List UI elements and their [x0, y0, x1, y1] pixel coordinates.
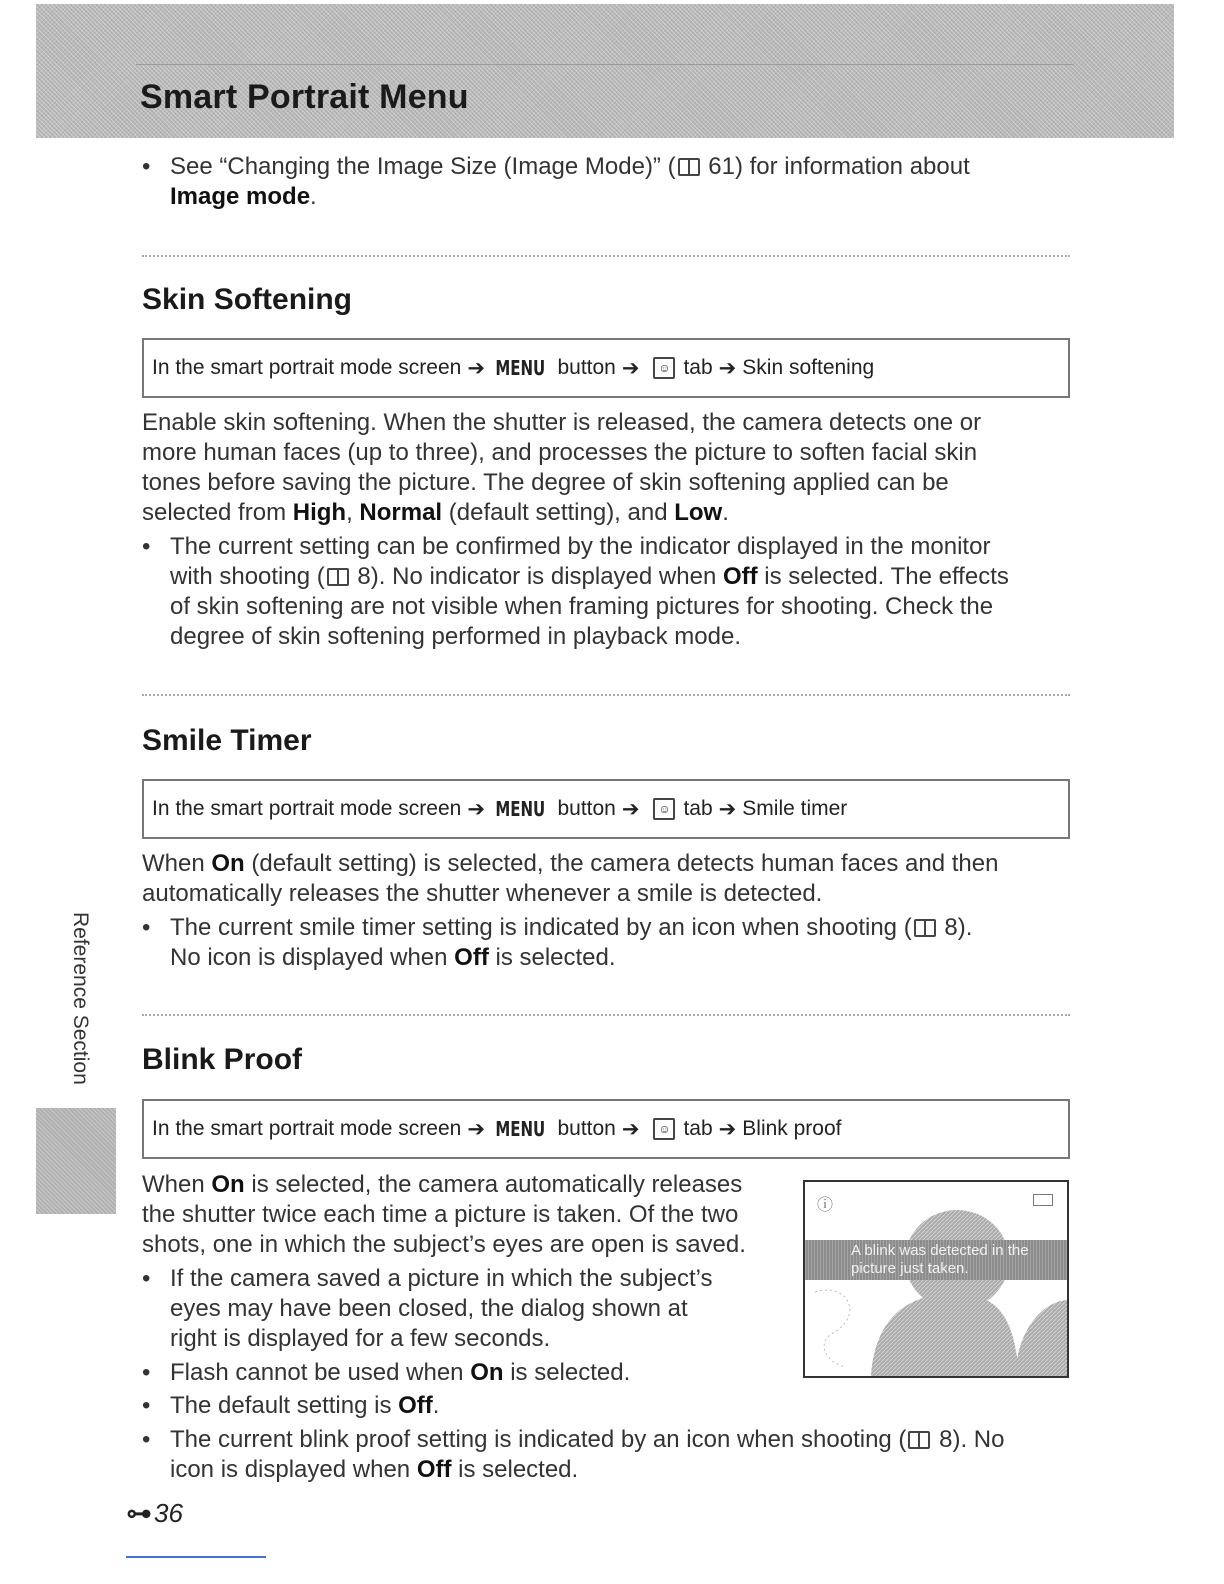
arrow-icon: ➔	[621, 356, 640, 380]
bold-option: Off	[416, 1456, 452, 1483]
text: The default setting is	[170, 1392, 399, 1419]
page-number-value: 36	[154, 1498, 183, 1528]
text: is selected.	[503, 1359, 631, 1386]
page-ref[interactable]: 8	[357, 563, 371, 590]
section-heading-smile-timer: Smile Timer	[142, 724, 312, 757]
text: When	[142, 850, 212, 877]
arrow-icon: ➔	[467, 356, 485, 380]
intro-end: .	[310, 183, 317, 210]
smile-timer-paragraph	[142, 849, 1072, 909]
text: No icon is displayed when	[170, 944, 455, 971]
bold-option: On	[470, 1359, 504, 1386]
para-line: the shutter twice each time a picture is taken. Of the two	[142, 1201, 739, 1228]
path-prefix: In the smart portrait mode screen	[152, 797, 462, 820]
text: .	[722, 499, 729, 526]
bold-option: Normal	[359, 499, 443, 526]
bold-option: High	[292, 499, 347, 526]
intro-text: See “Changing the Image Size (Image Mode)” (	[170, 153, 676, 180]
para-line	[142, 1170, 782, 1200]
intro-bullet	[142, 152, 1062, 212]
bullet-line	[170, 1455, 1072, 1485]
text: The current blink proof setting is indicated by an icon when shooting (	[170, 1426, 907, 1453]
blink-warning-message	[805, 1240, 1067, 1280]
path-prefix: In the smart portrait mode screen	[152, 356, 462, 379]
arrow-icon: ➔	[621, 797, 640, 821]
text: .	[432, 1392, 440, 1419]
skin-softening-paragraph	[142, 408, 1072, 528]
blink-proof-bullet-2	[142, 1358, 782, 1388]
bold-option: Off	[398, 1392, 433, 1419]
message-line: A blink was detected in the	[851, 1242, 1029, 1259]
bold-option: Off	[454, 944, 489, 971]
bullet-line: eyes may have been closed, the dialog shown at	[170, 1295, 688, 1322]
footer-rule	[126, 1556, 266, 1558]
bullet-dot: •	[142, 1426, 151, 1453]
para-line	[142, 498, 1072, 528]
bullet-line	[170, 1425, 1072, 1455]
text: with shooting (	[170, 563, 325, 590]
bullet-line: of skin softening are not visible when framing pictures for shooting. Check the	[170, 593, 994, 620]
page-number	[126, 1498, 183, 1529]
text: is selected, the camera automatically releases	[244, 1171, 743, 1198]
intro-text: ) for information about	[734, 153, 970, 180]
book-icon	[908, 1431, 930, 1449]
blink-proof-bullet-3	[142, 1391, 782, 1421]
side-thumb-tab	[36, 1108, 116, 1214]
page-title: Smart Portrait Menu	[140, 78, 469, 116]
bullet-line: If the camera saved a picture in which the subject’s	[170, 1265, 713, 1292]
smile-timer-bullet	[142, 913, 1072, 973]
text: is selected. The effects	[757, 563, 1009, 590]
page-ref[interactable]: 8	[939, 1426, 953, 1453]
page-ref[interactable]: 61	[708, 153, 735, 180]
para-line: Enable skin softening. When the shutter is released, the camera detects one or	[142, 409, 982, 436]
arrow-icon: ➔	[718, 1117, 737, 1141]
reference-section-icon: ⊶	[126, 1498, 152, 1528]
bullet-dot: •	[142, 153, 151, 180]
text: When	[142, 1171, 212, 1198]
text: The current smile timer setting is indicated by an icon when shooting (	[170, 914, 912, 941]
arrow-icon: ➔	[467, 1117, 485, 1141]
book-icon	[678, 158, 700, 176]
text: is selected.	[451, 1456, 579, 1483]
para-line: shots, one in which the subject’s eyes are open is saved.	[142, 1231, 746, 1258]
bullet-dot: •	[142, 1265, 151, 1292]
book-icon	[327, 568, 349, 586]
menu-button-label: MENU	[495, 797, 546, 821]
para-line	[142, 849, 1072, 879]
path-item: Smile timer	[742, 797, 848, 820]
arrow-icon: ➔	[718, 356, 737, 380]
battery-icon	[1033, 1194, 1053, 1206]
blink-proof-bullet-4	[142, 1425, 1072, 1485]
text: ).	[957, 914, 973, 941]
text: icon is displayed when	[170, 1456, 417, 1483]
blink-warning-screen-illustration	[803, 1180, 1069, 1378]
bold-option: Low	[674, 499, 723, 526]
bullet-line	[170, 913, 1072, 943]
book-icon	[914, 919, 936, 937]
screen-status-bar	[805, 1182, 1067, 1241]
menu-path-blink-proof	[142, 1099, 1070, 1159]
section-heading-skin-softening: Skin Softening	[142, 283, 352, 316]
bullet-dot: •	[142, 1392, 151, 1419]
path-button: button	[557, 356, 616, 379]
path-tab: tab	[683, 356, 713, 379]
bullet-dot: •	[142, 914, 151, 941]
bold-option: Off	[722, 563, 758, 590]
intro-bold: Image mode	[170, 183, 311, 210]
para-line: more human faces (up to three), and processes the picture to soften facial skin	[142, 439, 978, 466]
banner-rule	[136, 64, 1074, 65]
smart-portrait-tab-icon: ☺	[653, 357, 675, 379]
title-banner	[36, 4, 1174, 138]
bullet-line	[170, 943, 1072, 973]
bullet-line: right is displayed for a few seconds.	[170, 1325, 551, 1352]
bold-option: On	[211, 1171, 245, 1198]
menu-path-smile-timer	[142, 779, 1070, 839]
path-item: Blink proof	[742, 1117, 842, 1140]
text: selected from	[142, 499, 293, 526]
bullet-line	[170, 562, 1072, 592]
arrow-icon: ➔	[718, 797, 737, 821]
side-section-label: Reference Section	[69, 912, 92, 1085]
bullet-dot: •	[142, 533, 151, 560]
path-item: Skin softening	[742, 356, 875, 379]
path-tab: tab	[683, 1117, 713, 1140]
para-line: automatically releases the shutter whenever a smile is detected.	[142, 880, 823, 907]
blink-proof-bullet-1	[142, 1264, 782, 1354]
arrow-icon: ➔	[467, 797, 485, 821]
text: ). No	[952, 1426, 1005, 1453]
arrow-icon: ➔	[621, 1117, 640, 1141]
text: ,	[346, 499, 360, 526]
info-icon: ⓘ	[817, 1197, 834, 1214]
section-divider	[142, 694, 1070, 696]
path-prefix: In the smart portrait mode screen	[152, 1117, 462, 1140]
path-button: button	[557, 1117, 616, 1140]
bullet-line: The current setting can be confirmed by the indicator displayed in the monitor	[170, 533, 991, 560]
text: (default setting), and	[442, 499, 675, 526]
page-ref[interactable]: 8	[944, 914, 958, 941]
section-divider	[142, 1014, 1070, 1016]
bullet-line: degree of skin softening performed in playback mode.	[170, 623, 741, 650]
path-tab: tab	[683, 797, 713, 820]
bold-option: On	[211, 850, 245, 877]
message-line: picture just taken.	[851, 1260, 969, 1277]
para-line: tones before saving the picture. The degree of skin softening applied can be	[142, 469, 949, 496]
blink-proof-paragraph	[142, 1170, 782, 1260]
smart-portrait-tab-icon: ☺	[653, 1118, 675, 1140]
bullet-dot: •	[142, 1359, 151, 1386]
menu-path-skin-softening	[142, 338, 1070, 398]
section-heading-blink-proof: Blink Proof	[142, 1043, 303, 1076]
path-button: button	[557, 797, 616, 820]
text: (default setting) is selected, the camera detects human faces and then	[244, 850, 999, 877]
text: Flash cannot be used when	[170, 1359, 471, 1386]
menu-button-label: MENU	[495, 1117, 546, 1141]
text: ). No indicator is displayed when	[370, 563, 723, 590]
skin-softening-bullet	[142, 532, 1072, 652]
section-divider	[142, 255, 1070, 257]
menu-button-label: MENU	[495, 356, 546, 380]
text: is selected.	[488, 944, 616, 971]
smart-portrait-tab-icon: ☺	[653, 798, 675, 820]
